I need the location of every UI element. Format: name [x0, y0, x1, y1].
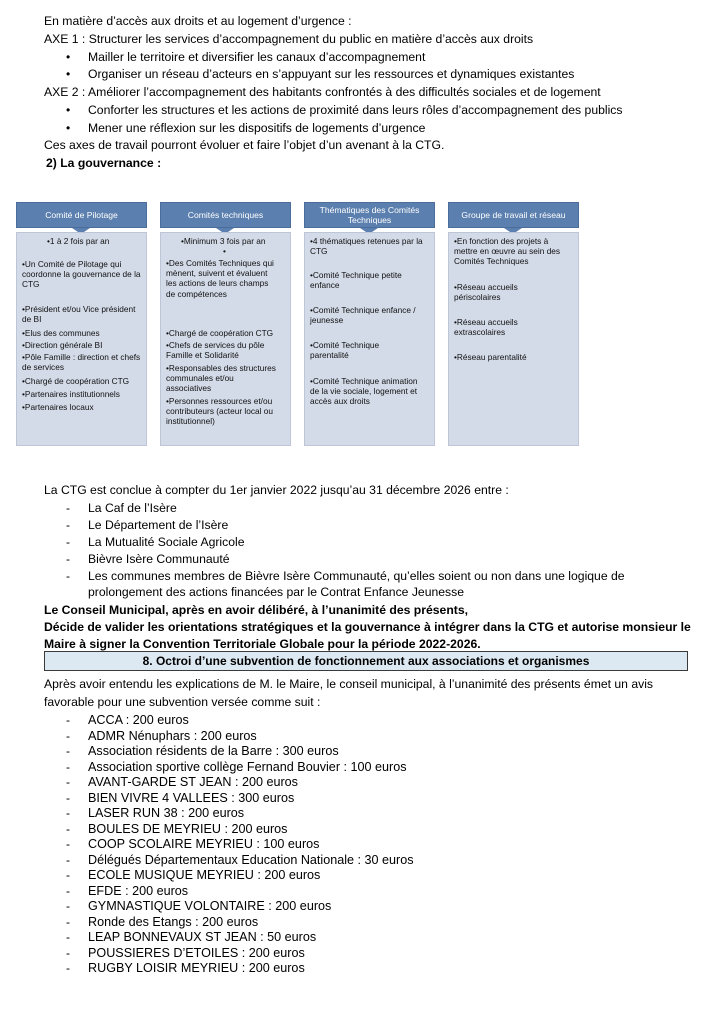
- dash: -: [66, 535, 71, 549]
- dash: -: [66, 806, 71, 820]
- column-item: •: [223, 246, 226, 256]
- dash: -: [66, 744, 71, 758]
- ctg-party: Bièvre Isère Communauté: [88, 552, 230, 566]
- axe2-item: Conforter les structures et les actions de proximité dans leurs rôles d’accompagnement des publics: [88, 103, 623, 117]
- dash: -: [66, 883, 71, 898]
- column-item: •Comité Technique parentalité: [310, 340, 380, 361]
- decision-line: Le Conseil Municipal, après en avoir délibéré, à l’unanimité des présents,: [44, 603, 468, 617]
- section-8-intro: favorable pour une subvention versée comme suit :: [44, 695, 321, 709]
- column-item: •Président et/ou Vice président de BI: [22, 304, 136, 325]
- dash: -: [66, 868, 71, 882]
- dash: -: [66, 775, 71, 789]
- axe2-line: AXE 2 : Améliorer l’accompagnement des habitants confrontés à des difficultés sociales et de logement: [44, 85, 601, 99]
- ctg-party: Les communes membres de Bièvre Isère Communauté, qu’elles soient ou non dans une logique de: [88, 569, 625, 583]
- grant-item: Association résidents de la Barre : 300 euros: [88, 744, 339, 758]
- column-item: •Minimum 3 fois par an: [181, 236, 266, 246]
- grant-item: GYMNASTIQUE VOLONTAIRE : 200 euros: [88, 899, 332, 913]
- column-body-techniques: [160, 232, 291, 446]
- section-8-title: 8. Octroi d’une subvention de fonctionnement aux associations et organismes: [44, 651, 688, 671]
- column-item: •En fonction des projets à mettre en œuvre au sein des Comités Techniques: [454, 236, 561, 267]
- ctg-party: La Caf de l’Isère: [88, 501, 177, 515]
- dash: -: [66, 713, 71, 727]
- closing-line: Ces axes de travail pourront évoluer et faire l’objet d’un avenant à la CTG.: [44, 138, 445, 152]
- column-item: •Responsables des structures communales et/ou associatives: [166, 363, 276, 394]
- column-header-pilotage: Comité de Pilotage: [16, 202, 147, 228]
- dash: -: [66, 837, 71, 851]
- column-item: •Pôle Famille : direction et chefs de services: [22, 352, 141, 373]
- grant-item: LASER RUN 38 : 200 euros: [88, 806, 245, 820]
- intro-line: En matière d’accès aux droits et au logement d’urgence :: [44, 14, 352, 28]
- dash: -: [66, 728, 71, 743]
- column-body-pilotage: [16, 232, 147, 446]
- dash: -: [66, 821, 71, 836]
- column-item: •Réseau accueils périscolaires: [454, 282, 518, 303]
- dash: -: [66, 790, 71, 805]
- column-item: •Des Comités Techniques qui mènent, suivent et évaluent les actions de leurs champs de compétences: [166, 258, 274, 299]
- grant-item: BIEN VIVRE 4 VALLEES : 300 euros: [88, 790, 295, 805]
- column-body-groupe: [448, 232, 579, 446]
- grant-item: ACCA : 200 euros: [88, 713, 189, 727]
- column-item: •Réseau accueils extrascolaires: [454, 317, 518, 338]
- dash: -: [66, 518, 71, 532]
- column-item: •4 thématiques retenues par la CTG: [310, 236, 423, 257]
- column-item: •Comité Technique enfance / jeunesse: [310, 305, 416, 326]
- decision-line: Maire à signer la Convention Territoriale Globale pour la période 2022-2026.: [44, 637, 481, 651]
- column-item: •Chargé de coopération CTG: [22, 376, 130, 386]
- grant-item: ADMR Nénuphars : 200 euros: [88, 728, 257, 743]
- ctg-party: La Mutualité Sociale Agricole: [88, 535, 245, 549]
- grant-item: ECOLE MUSIQUE MEYRIEU : 200 euros: [88, 868, 321, 882]
- governance-heading: 2) La gouvernance :: [46, 156, 162, 170]
- column-item: •Un Comité de Pilotage qui coordonne la gouvernance de la CTG: [22, 259, 141, 290]
- column-header-techniques: Comités techniques: [160, 202, 291, 228]
- grant-item: COOP SCOLAIRE MEYRIEU : 100 euros: [88, 837, 320, 851]
- grant-item: BOULES DE MEYRIEU : 200 euros: [88, 821, 288, 836]
- axe1-line: AXE 1 : Structurer les services d’accompagnement du public en matière d’accès aux droits: [44, 32, 534, 46]
- column-item: •Comité Technique petite enfance: [310, 270, 402, 291]
- column-item: •Chefs de services du pôle Famille et Solidarité: [166, 340, 265, 361]
- ctg-party: prolongement des actions financées par le Contrat Enfance Jeunesse: [88, 585, 465, 599]
- grant-item: Association sportive collège Fernand Bouvier : 100 euros: [88, 759, 407, 774]
- section-8-intro: Après avoir entendu les explications de M. le Maire, le conseil municipal, à l’unanimité des présents émet un avis: [44, 677, 654, 691]
- bullet-dot: •: [66, 103, 71, 117]
- column-header-groupe: Groupe de travail et réseau: [448, 202, 579, 228]
- dash: -: [66, 930, 71, 944]
- dash: -: [66, 945, 71, 960]
- column-item: •Réseau parentalité: [454, 352, 527, 362]
- column-body-thematiques: [304, 232, 435, 446]
- column-item: •Elus des communes: [22, 328, 100, 338]
- ctg-party: Le Département de l’Isère: [88, 518, 229, 532]
- bullet-dot: •: [66, 50, 71, 64]
- column-item: •Comité Technique animation de la vie sociale, logement et accès aux droits: [310, 376, 418, 407]
- column-item: •Direction générale BI: [22, 340, 103, 350]
- dash: -: [66, 961, 71, 975]
- axe1-item: Organiser un réseau d’acteurs en s’appuyant sur les ressources et dynamiques existantes: [88, 67, 575, 81]
- grant-item: LEAP BONNEVAUX ST JEAN : 50 euros: [88, 930, 317, 944]
- column-item: •Partenaires institutionnels: [22, 389, 120, 399]
- grant-item: POUSSIERES D’ETOILES : 200 euros: [88, 945, 305, 960]
- dash: -: [66, 569, 71, 583]
- column-item: •Partenaires locaux: [22, 402, 94, 412]
- grant-item: EFDE : 200 euros: [88, 883, 189, 898]
- dash: -: [66, 759, 71, 774]
- column-item: •1 à 2 fois par an: [47, 236, 110, 246]
- decision-line: Décide de valider les orientations stratégiques et la gouvernance à intégrer dans la CTG et autorise monsieur le: [44, 620, 691, 634]
- dash: -: [66, 899, 71, 913]
- axe1-item: Mailler le territoire et diversifier les canaux d’accompagnement: [88, 50, 426, 64]
- dash: -: [66, 914, 71, 929]
- grant-item: Ronde des Etangs : 200 euros: [88, 914, 259, 929]
- bullet-dot: •: [66, 121, 71, 135]
- column-item: •Personnes ressources et/ou contributeurs (acteur local ou institutionnel): [166, 396, 273, 427]
- grant-item: RUGBY LOISIR MEYRIEU : 200 euros: [88, 961, 305, 975]
- axe2-item: Mener une réflexion sur les dispositifs de logements d’urgence: [88, 121, 426, 135]
- grant-item: Délégués Départementaux Education Nationale : 30 euros: [88, 852, 414, 867]
- column-item: •Chargé de coopération CTG: [166, 328, 274, 338]
- dash: -: [66, 501, 71, 515]
- grant-item: AVANT-GARDE ST JEAN : 200 euros: [88, 775, 298, 789]
- ctg-intro: La CTG est conclue à compter du 1er janvier 2022 jusqu’au 31 décembre 2026 entre :: [44, 483, 509, 497]
- dash: -: [66, 852, 71, 867]
- bullet-dot: •: [66, 67, 71, 81]
- column-header-thematiques: Thématiques des Comités Techniques: [304, 202, 435, 228]
- dash: -: [66, 552, 71, 566]
